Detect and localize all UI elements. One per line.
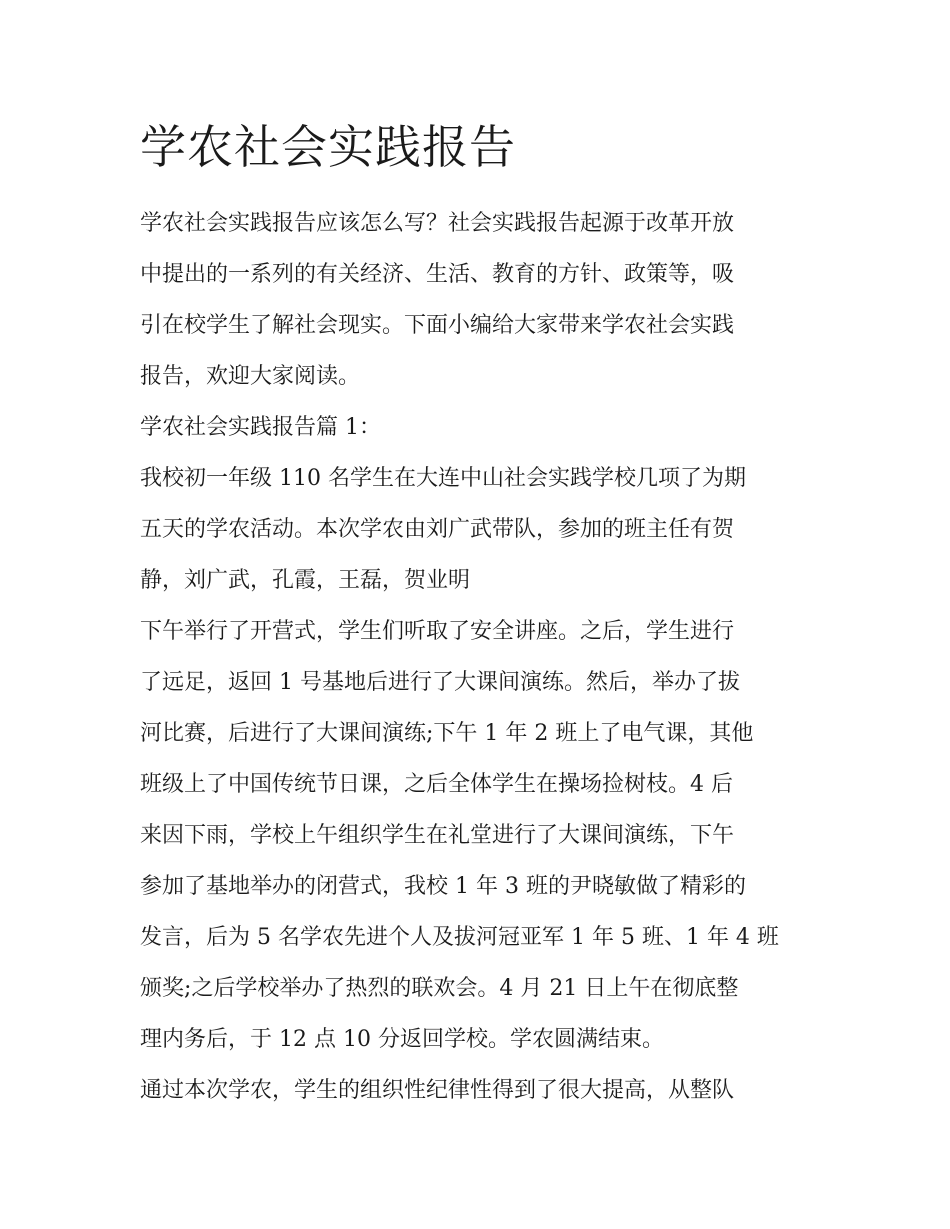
document-body — [140, 198, 830, 1116]
text-line: 通过本次学农，学生的组织性纪律性得到了很大提高，从整队 — [140, 1078, 735, 1103]
text-line: 发言，后为 5 名学农先进个人及拔河冠亚军 1 年 5 班、1 年 4 班 — [140, 925, 779, 950]
paragraph-overview — [140, 453, 830, 606]
text-line: 理内务后，于 12 点 10 分返回学校。学农圆满结束。 — [140, 1027, 664, 1052]
text-line: 中提出的一系列的有关经济、生活、教育的方针、政策等，吸 — [140, 262, 735, 287]
text-line: 五天的学农活动。本次学农由刘广武带队，参加的班主任有贺 — [140, 517, 735, 542]
text-line: 颁奖;之后学校举办了热烈的联欢会。4 月 21 日上午在彻底整 — [140, 976, 739, 1001]
text-line: 报告，欢迎大家阅读。 — [140, 364, 361, 389]
text-line: 参加了基地举办的闭营式，我校 1 年 3 班的尹晓敏做了精彩的 — [140, 874, 746, 899]
text-line: 了远足，返回 1 号基地后进行了大课间演练。然后，举办了拔 — [140, 670, 740, 695]
text-line: 学农社会实践报告篇 1： — [140, 415, 381, 440]
text-line: 静，刘广武，孔霞，王磊，贺业明 — [140, 568, 471, 593]
text-line: 河比赛，后进行了大课间演练;下午 1 年 2 班上了电气课，其他 — [140, 721, 754, 746]
text-line: 班级上了中国传统节日课，之后全体学生在操场捡树枝。4 后 — [140, 772, 733, 797]
section-heading — [140, 402, 830, 453]
document-title: 学农社会实践报告 — [140, 120, 516, 174]
text-line: 我校初一年级 110 名学生在大连中山社会实践学校几项了为期 — [140, 466, 746, 491]
text-line: 学农社会实践报告应该怎么写？社会实践报告起源于改革开放 — [140, 211, 735, 236]
text-line: 来因下雨，学校上午组织学生在礼堂进行了大课间演练，下午 — [140, 823, 735, 848]
paragraph-activities — [140, 606, 830, 1065]
paragraph-conclusion — [140, 1065, 830, 1116]
paragraph-intro — [140, 198, 830, 402]
text-line: 引在校学生了解社会现实。下面小编给大家带来学农社会实践 — [140, 313, 735, 338]
text-line: 下午举行了开营式，学生们听取了安全讲座。之后，学生进行 — [140, 619, 735, 644]
